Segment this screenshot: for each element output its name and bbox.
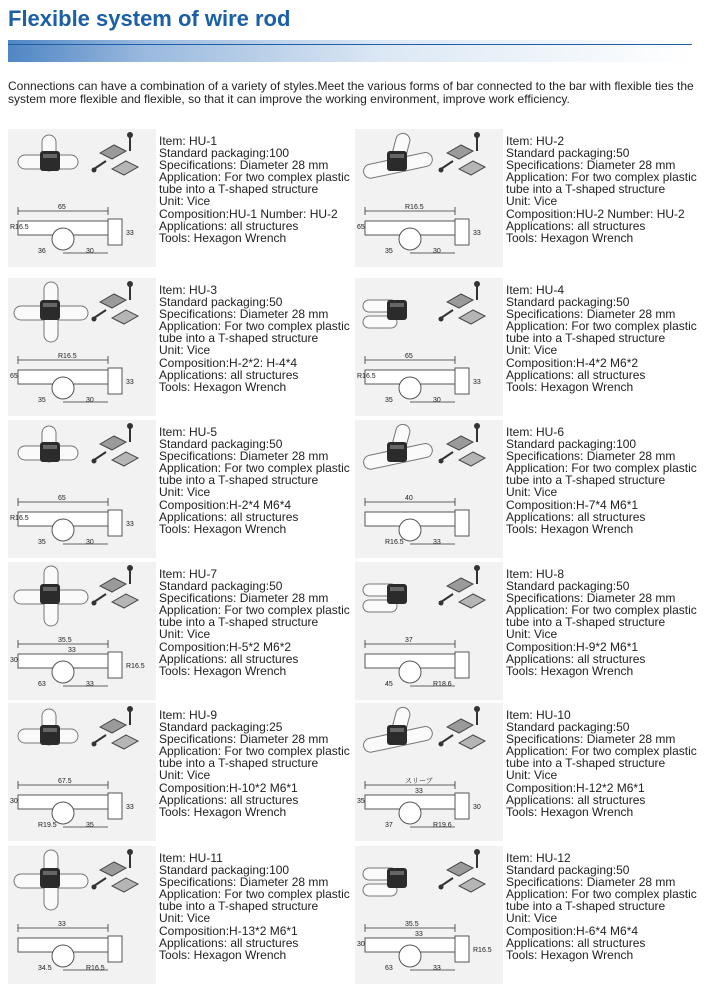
specifications: Specifications: Diameter 28 mm: [159, 158, 329, 173]
product-card: [8, 420, 352, 558]
specifications: Specifications: Diameter 28 mm: [159, 307, 329, 322]
applications: Applications: all structures: [506, 651, 646, 666]
application: Application: For two complex plastic tube into a T-shaped structure: [159, 603, 350, 630]
item-name: Item: HU-11: [159, 851, 223, 865]
dimension-label: 33: [473, 230, 481, 237]
dimension-label: 35: [38, 397, 46, 404]
tools: Tools: Hexagon Wrench: [506, 379, 634, 394]
dimension-label: R16.5: [473, 947, 492, 954]
product-specs: [159, 852, 354, 961]
applications: Applications: all structures: [506, 935, 646, 950]
product-image: [355, 129, 503, 267]
dimension-label: R16.5: [86, 965, 105, 972]
composition: Composition:HU-2 Number: HU-2: [506, 206, 685, 221]
composition: Composition:H-9*2 M6*1: [506, 639, 639, 654]
item-name: Item: HU-6: [506, 425, 565, 439]
dimension-label: 37: [405, 637, 413, 644]
unit: Unit: Vice: [506, 911, 558, 926]
product-card: [8, 703, 352, 841]
specifications: Specifications: Diameter 28 mm: [159, 732, 329, 747]
unit: Unit: Vice: [506, 194, 558, 209]
specifications: Specifications: Diameter 28 mm: [506, 732, 676, 747]
standard-packaging: Standard packaging:50: [506, 295, 630, 310]
dimension-label: 45: [385, 681, 393, 688]
unit: Unit: Vice: [159, 485, 211, 500]
product-image: [355, 703, 503, 841]
product-image: [8, 703, 156, 841]
dimension-label: R19.5: [38, 822, 57, 829]
product-specs: [506, 426, 701, 535]
product-specs: [506, 852, 701, 961]
composition: Composition:H-13*2 M6*1: [159, 923, 298, 938]
tools: Tools: Hexagon Wrench: [159, 379, 287, 394]
tools: Tools: Hexagon Wrench: [159, 947, 287, 962]
composition: Composition:H-12*2 M6*1: [506, 780, 645, 795]
standard-packaging: Standard packaging:50: [506, 720, 630, 735]
dimension-label: 65: [405, 353, 413, 360]
dimension-label: R16.5: [357, 373, 376, 380]
composition: Composition:HU-1 Number: HU-2: [159, 206, 338, 221]
applications: Applications: all structures: [159, 367, 299, 382]
dimension-label: 35: [357, 798, 365, 805]
connector-illustration: [355, 129, 503, 267]
specifications: Specifications: Diameter 28 mm: [159, 875, 329, 890]
product-card: [8, 846, 352, 984]
applications: Applications: all structures: [159, 792, 299, 807]
connector-illustration: [8, 846, 156, 984]
item-name: Item: HU-10: [506, 708, 571, 722]
standard-packaging: Standard packaging:50: [506, 146, 630, 161]
product-card: [355, 420, 699, 558]
product-specs: [506, 709, 701, 818]
dimension-label: 65: [58, 204, 66, 211]
connector-illustration: [8, 278, 156, 416]
tools: Tools: Hexagon Wrench: [159, 663, 287, 678]
product-card: [355, 846, 699, 984]
standard-packaging: Standard packaging:50: [159, 295, 283, 310]
dimension-label: 30: [86, 248, 94, 255]
connector-illustration: [8, 562, 156, 700]
item-name: Item: HU-1: [159, 134, 218, 148]
dimension-label: 40: [405, 495, 413, 502]
dimension-label: R16.5: [126, 663, 145, 670]
composition: Composition:H-2*4 M6*4: [159, 497, 292, 512]
dimension-label: 30: [473, 804, 481, 811]
standard-packaging: Standard packaging:50: [159, 437, 283, 452]
applications: Applications: all structures: [159, 509, 299, 524]
dimension-label: スリーブ: [405, 778, 433, 785]
connector-illustration: [355, 420, 503, 558]
unit: Unit: Vice: [506, 343, 558, 358]
unit: Unit: Vice: [506, 768, 558, 783]
product-specs: [159, 709, 354, 818]
dimension-label: 33: [58, 921, 66, 928]
application: Application: For two complex plastic tube into a T-shaped structure: [159, 887, 350, 914]
dimension-label: R19.6: [433, 822, 452, 829]
product-image: [8, 562, 156, 700]
application: Application: For two complex plastic tube into a T-shaped structure: [159, 170, 350, 197]
standard-packaging: Standard packaging:100: [159, 146, 290, 161]
dimension-label: 33: [126, 379, 134, 386]
dimension-label: 65: [10, 373, 18, 380]
dimension-label: 35: [385, 248, 393, 255]
product-card: [355, 129, 699, 267]
dimension-label: 33: [68, 647, 76, 654]
composition: Composition:H-4*2 M6*2: [506, 355, 639, 370]
dimension-label: 30: [10, 798, 18, 805]
applications: Applications: all structures: [159, 651, 299, 666]
composition: Composition:H-7*4 M6*1: [506, 497, 639, 512]
dimension-label: 33: [415, 788, 423, 795]
product-card: [355, 562, 699, 700]
dimension-label: 33: [126, 230, 134, 237]
dimension-label: 33: [86, 681, 94, 688]
dimension-label: 65: [357, 224, 365, 231]
dimension-label: 35.5: [58, 637, 72, 644]
dimension-label: R18.6: [433, 681, 452, 688]
product-card: [8, 129, 352, 267]
dimension-label: 67.5: [58, 778, 72, 785]
standard-packaging: Standard packaging:100: [506, 437, 637, 452]
dimension-label: 35: [38, 539, 46, 546]
unit: Unit: Vice: [159, 911, 211, 926]
specifications: Specifications: Diameter 28 mm: [506, 158, 676, 173]
tools: Tools: Hexagon Wrench: [159, 521, 287, 536]
specifications: Specifications: Diameter 28 mm: [159, 591, 329, 606]
product-specs: [159, 568, 354, 677]
item-name: Item: HU-8: [506, 567, 565, 581]
item-name: Item: HU-3: [159, 283, 218, 297]
dimension-label: R16.5: [58, 353, 77, 360]
connector-illustration: [355, 846, 503, 984]
product-image: [8, 846, 156, 984]
standard-packaging: Standard packaging:25: [159, 720, 283, 735]
dimension-label: 63: [385, 965, 393, 972]
application: Application: For two complex plastic tube into a T-shaped structure: [506, 744, 697, 771]
product-image: [8, 420, 156, 558]
standard-packaging: Standard packaging:50: [506, 863, 630, 878]
tools: Tools: Hexagon Wrench: [506, 804, 634, 819]
connector-illustration: [8, 420, 156, 558]
dimension-label: 33: [433, 539, 441, 546]
dimension-label: 34.5: [38, 965, 52, 972]
application: Application: For two complex plastic tube into a T-shaped structure: [506, 319, 697, 346]
dimension-label: 35.5: [405, 921, 419, 928]
dimension-label: 65: [58, 495, 66, 502]
item-name: Item: HU-9: [159, 708, 218, 722]
dimension-label: 30: [433, 248, 441, 255]
tools: Tools: Hexagon Wrench: [506, 663, 634, 678]
applications: Applications: all structures: [506, 367, 646, 382]
connector-illustration: [355, 562, 503, 700]
connector-illustration: [355, 278, 503, 416]
dimension-label: 35: [86, 822, 94, 829]
product-card: [355, 278, 699, 416]
specifications: Specifications: Diameter 28 mm: [506, 875, 676, 890]
page-title: Flexible system of wire rod: [8, 6, 291, 31]
applications: Applications: all structures: [159, 218, 299, 233]
specifications: Specifications: Diameter 28 mm: [506, 449, 676, 464]
application: Application: For two complex plastic tube into a T-shaped structure: [506, 603, 697, 630]
application: Application: For two complex plastic tube into a T-shaped structure: [506, 887, 697, 914]
application: Application: For two complex plastic tube into a T-shaped structure: [159, 744, 350, 771]
item-name: Item: HU-7: [159, 567, 218, 581]
product-card: [355, 703, 699, 841]
specifications: Specifications: Diameter 28 mm: [506, 591, 676, 606]
unit: Unit: Vice: [506, 485, 558, 500]
intro-paragraph: Connections can have a combination of a variety of styles.Meet the various forms of bar connected to the bar with flexible ties the system more flexible and flexible, so that it can improve the working environment, improve work efficiency.: [8, 79, 694, 106]
product-specs: [159, 426, 354, 535]
product-image: [355, 846, 503, 984]
product-image: [8, 129, 156, 267]
unit: Unit: Vice: [159, 768, 211, 783]
product-image: [8, 278, 156, 416]
dimension-label: 36: [38, 248, 46, 255]
dimension-label: 33: [126, 521, 134, 528]
unit: Unit: Vice: [159, 194, 211, 209]
application: Application: For two complex plastic tube into a T-shaped structure: [159, 461, 350, 488]
item-name: Item: HU-12: [506, 851, 571, 865]
application: Application: For two complex plastic tube into a T-shaped structure: [506, 461, 697, 488]
composition: Composition:H-10*2 M6*1: [159, 780, 298, 795]
tools: Tools: Hexagon Wrench: [159, 230, 287, 245]
dimension-label: R16.5: [385, 539, 404, 546]
dimension-label: 30: [86, 539, 94, 546]
standard-packaging: Standard packaging:50: [159, 579, 283, 594]
composition: Composition:H-5*2 M6*2: [159, 639, 292, 654]
product-specs: [506, 568, 701, 677]
unit: Unit: Vice: [159, 343, 211, 358]
connector-illustration: [8, 129, 156, 267]
dimension-label: 30: [433, 397, 441, 404]
product-card: [8, 562, 352, 700]
dimension-label: R16.5: [10, 515, 29, 522]
unit: Unit: Vice: [159, 627, 211, 642]
dimension-label: 35: [385, 397, 393, 404]
specifications: Specifications: Diameter 28 mm: [506, 307, 676, 322]
tools: Tools: Hexagon Wrench: [159, 804, 287, 819]
product-specs: [506, 135, 701, 244]
item-name: Item: HU-5: [159, 425, 218, 439]
application: Application: For two complex plastic tube into a T-shaped structure: [159, 319, 350, 346]
dimension-label: 30: [86, 397, 94, 404]
composition: Composition:H-2*2: H-4*4: [159, 355, 298, 370]
tools: Tools: Hexagon Wrench: [506, 230, 634, 245]
standard-packaging: Standard packaging:50: [506, 579, 630, 594]
dimension-label: 30: [10, 657, 18, 664]
applications: Applications: all structures: [506, 509, 646, 524]
application: Application: For two complex plastic tube into a T-shaped structure: [506, 170, 697, 197]
dimension-label: 63: [38, 681, 46, 688]
product-image: [355, 562, 503, 700]
connector-illustration: [355, 703, 503, 841]
tools: Tools: Hexagon Wrench: [506, 947, 634, 962]
applications: Applications: all structures: [159, 935, 299, 950]
product-image: [355, 420, 503, 558]
dimension-label: 33: [126, 804, 134, 811]
product-card: [8, 278, 352, 416]
connector-illustration: [8, 703, 156, 841]
dimension-label: 37: [385, 822, 393, 829]
product-specs: [159, 284, 354, 393]
dimension-label: R16.5: [10, 224, 29, 231]
product-specs: [506, 284, 701, 393]
dimension-label: R16.5: [405, 204, 424, 211]
dimension-label: 30: [357, 941, 365, 948]
product-image: [355, 278, 503, 416]
unit: Unit: Vice: [506, 627, 558, 642]
tools: Tools: Hexagon Wrench: [506, 521, 634, 536]
applications: Applications: all structures: [506, 792, 646, 807]
applications: Applications: all structures: [506, 218, 646, 233]
dimension-label: 33: [473, 379, 481, 386]
specifications: Specifications: Diameter 28 mm: [159, 449, 329, 464]
item-name: Item: HU-4: [506, 283, 565, 297]
item-name: Item: HU-2: [506, 134, 565, 148]
dimension-label: 33: [415, 931, 423, 938]
product-specs: [159, 135, 354, 244]
standard-packaging: Standard packaging:100: [159, 863, 290, 878]
header-divider: [8, 44, 692, 45]
composition: Composition:H-6*4 M6*4: [506, 923, 639, 938]
dimension-label: 33: [433, 965, 441, 972]
